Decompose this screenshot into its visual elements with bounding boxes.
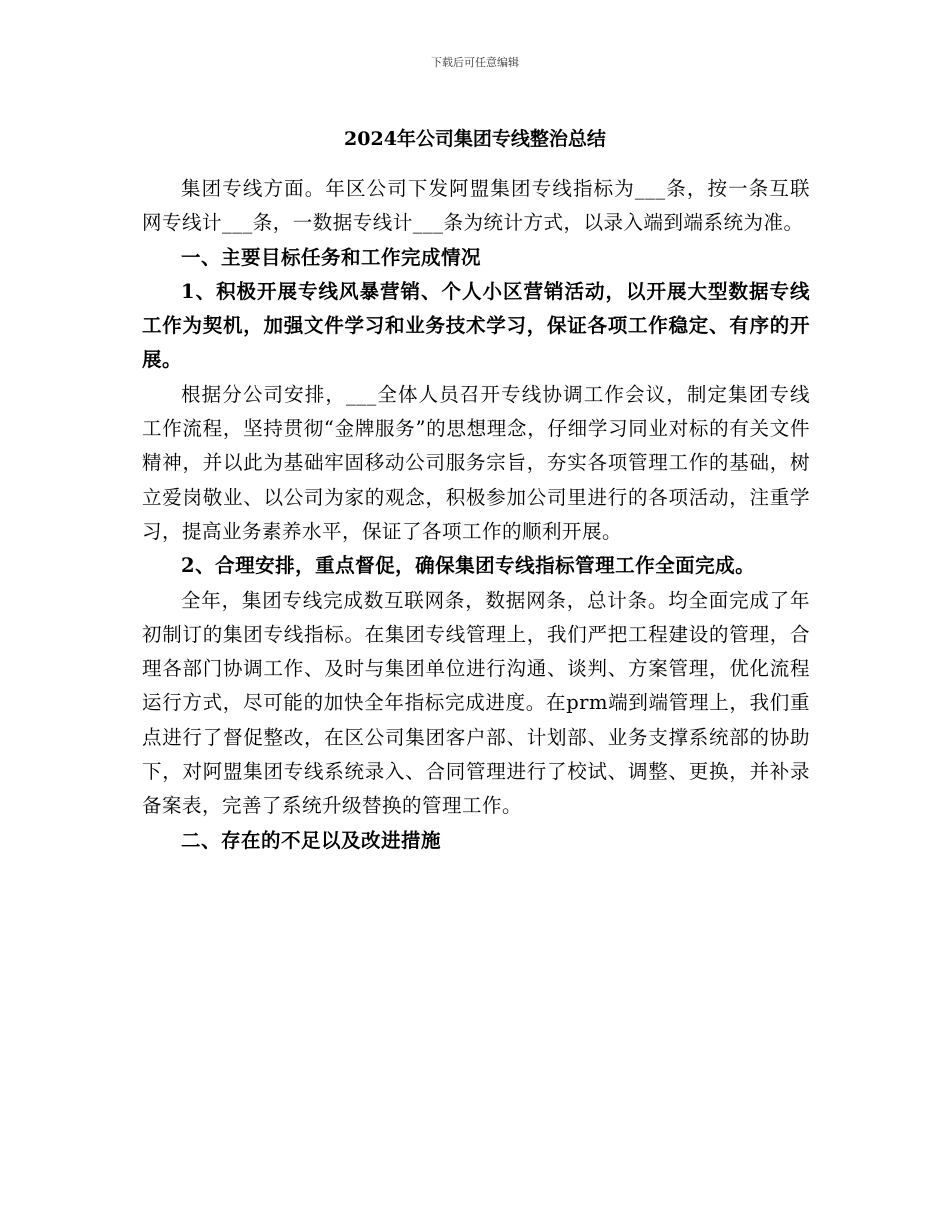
paragraph-body-1: 根据分公司安排，___全体人员召开专线协调工作会议，制定集团专线工作流程，坚持贯彻“金牌服务”的思想理念，仔细学习同业对标的有关文件精神，并以此为基础牢固移动公司服务宗旨，夯实各项管理工作的基础，树立爱岗敬业、以公司为家的观念，积极参加公司里进行的各项活动，注重学习，提高业务素养水平，保证了各项工作的顺利开展。: [142, 382, 810, 543]
document-title: 2024年公司集团专线整治总结: [344, 128, 606, 150]
section-heading-2: 二、存在的不足以及改进措施: [181, 828, 442, 852]
header-note: 下载后可任意编辑: [431, 56, 519, 69]
subheading-1: 1、积极开展专线风暴营销、个人小区营销活动，以开展大型数据专线工作为契机，加强文件学习和业务技术学习，保证各项工作稳定、有序的开展。: [142, 279, 810, 372]
document-body: [142, 172, 810, 858]
subheading-2: 2、合理安排，重点督促，确保集团专线指标管理工作全面完成。: [181, 554, 756, 578]
section-heading-1: 一、主要目标任务和工作完成情况: [181, 245, 482, 269]
paragraph-body-2: 全年，集团专线完成数互联网条，数据网条，总计条。均全面完成了年初制订的集团专线指标。在集团专线管理上，我们严把工程建设的管理，合理各部门协调工作、及时与集团单位进行沟通、谈判、方案管理，优化流程运行方式，尽可能的加快全年指标完成进度。在prm端到端管理上，我们重点进行了督促整改，在区公司集团客户部、计划部、业务支撑系统部的协助下，对阿盟集团专线系统录入、合同管理进行了校试、调整、更换，并补录备案表，完善了系统升级替换的管理工作。: [142, 588, 810, 818]
paragraph-intro: 集团专线方面。年区公司下发阿盟集团专线指标为___条，按一条互联网专线计___条，一数据专线计___条为统计方式，以录入端到端系统为准。: [142, 177, 810, 235]
